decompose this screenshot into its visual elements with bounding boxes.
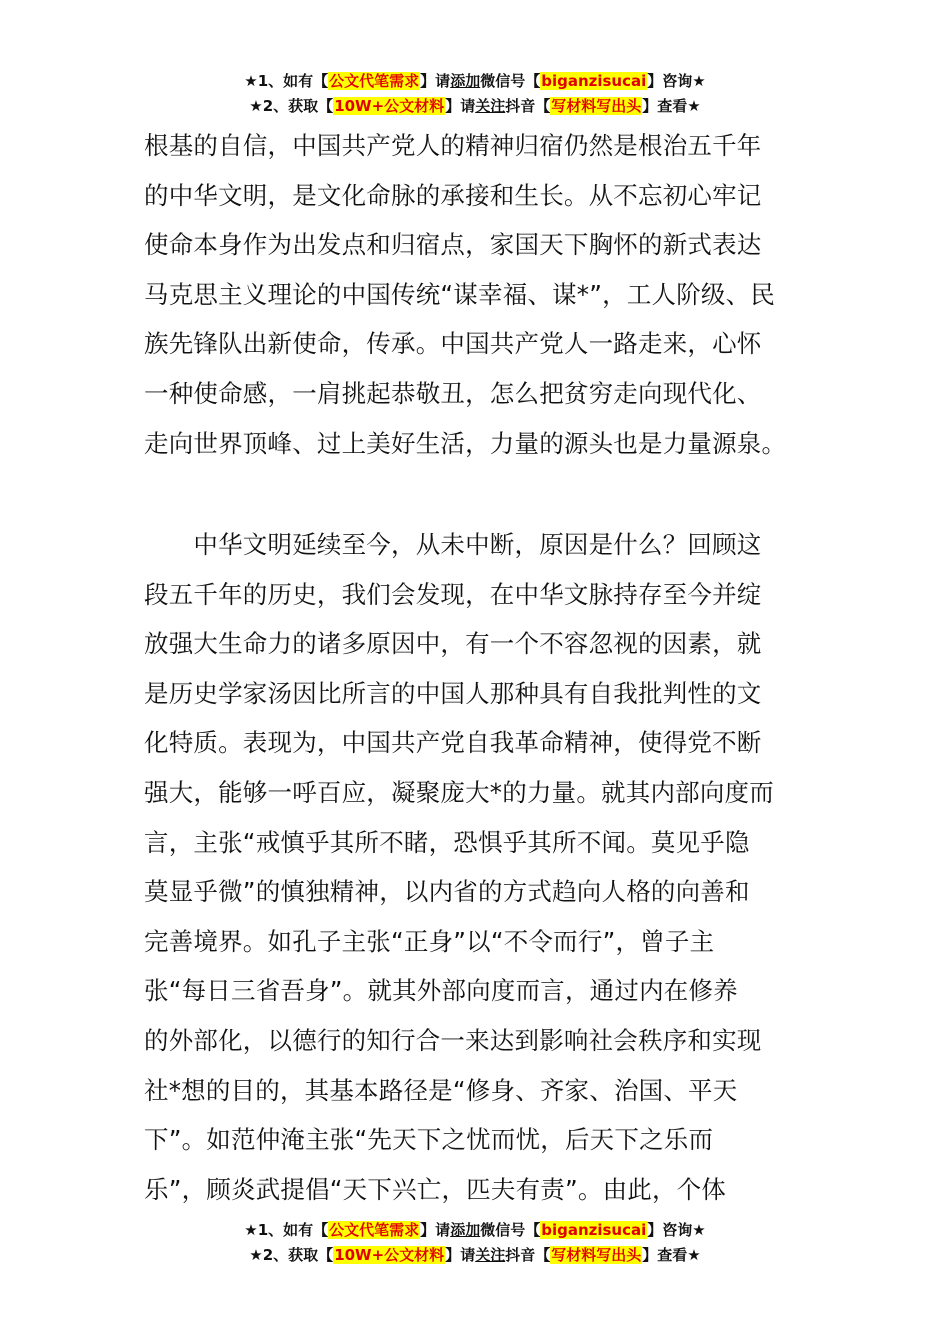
text-line: 马克思主义理论的中国传统“谋幸福、谋*”，工人阶级、民 [144,279,776,309]
banner-underlined-text: 关注 [475,1246,506,1264]
banner-text: 】查看★ [642,97,701,115]
banner-line-2 [0,94,950,119]
text-line: 的外部化，以德行的知行合一来达到影响社会秩序和实现 [144,1025,762,1055]
text-line: 一种使命感，一肩挑起恭敬丑，怎么把贫穷走向现代化、 [144,378,762,408]
banner-underlined-text: 添加 [450,1221,481,1239]
banner-underlined-text: 关注 [475,97,506,115]
banner-text: 】咨询★ [647,1221,706,1239]
text-line: 社*想的目的，其基本路径是“修身、齐家、治国、平天 [144,1075,738,1105]
banner-highlight: 写材料写出头 [551,97,642,115]
banner-underlined-text: 添加 [450,72,481,90]
banner-highlight: biganzisucai [541,1221,647,1239]
text-line: 乐”，顾炎武提倡“天下兴亡，匹夫有责”。由此，个体 [144,1174,727,1204]
paragraph-2 [144,520,808,1214]
banner-highlight: 写材料写出头 [551,1246,642,1264]
banner-text: 微信号【 [480,1221,541,1239]
banner-text: 】请 [420,1221,451,1239]
text-line: 莫显乎微”的慎独精神，以内省的方式趋向人格的向善和 [144,877,750,907]
text-line: 走向世界顶峰、过上美好生活，力量的源头也是力量源泉。 [144,428,787,458]
banner-line-1 [0,69,950,94]
banner-highlight: 10W+公文材料 [334,1246,445,1264]
banner-text: ★1、如有【 [244,72,329,90]
banner-text: 】咨询★ [647,72,706,90]
text-line: 段五千年的历史，我们会发现，在中华文脉持存至今并绽 [144,579,762,609]
text-line: 化特质。表现为，中国共产党自我革命精神，使得党不断 [144,728,762,758]
text-line: 言，主张“戒慎乎其所不睹，恐惧乎其所不闻。莫见乎隐 [144,827,750,857]
banner-text: 抖音【 [505,1246,551,1264]
text-line: 放强大生命力的诸多原因中，有一个不容忽视的因素，就 [144,629,762,659]
text-line: 完善境界。如孔子主张“正身”以“不令而行”，曾子主 [144,926,715,956]
text-line: 强大，能够一呼百应，凝聚庞大*的力量。就其内部向度而 [144,777,774,807]
banner-line-2 [0,1243,950,1268]
banner-text: ★2、获取【 [249,1246,334,1264]
banner-highlight: 公文代笔需求 [329,1221,420,1239]
text-line: 下”。如范仲淹主张“先天下之忧而忧，后天下之乐而 [144,1125,714,1155]
header-banner [0,69,950,119]
banner-text: ★1、如有【 [244,1221,329,1239]
text-line: 的中华文明，是文化命脉的承接和生长。从不忘初心牢记 [144,180,762,210]
banner-text: 】查看★ [642,1246,701,1264]
text-line: 是历史学家汤因比所言的中国人那种具有自我批判性的文 [144,678,762,708]
banner-text: 】请 [420,72,451,90]
banner-line-1 [0,1218,950,1243]
banner-text: 微信号【 [480,72,541,90]
paragraph-1 [144,121,808,468]
banner-text: 】请 [445,1246,476,1264]
banner-text: 】请 [445,97,476,115]
banner-highlight: 公文代笔需求 [329,72,420,90]
banner-text: 抖音【 [505,97,551,115]
text-line: 张“每日三省吾身”。就其外部向度而言，通过内在修养 [144,976,738,1006]
banner-text: ★2、获取【 [249,97,334,115]
banner-highlight: 10W+公文材料 [334,97,445,115]
footer-banner [0,1218,950,1268]
text-line: 使命本身作为出发点和归宿点，家国天下胸怀的新式表达 [144,230,762,260]
banner-highlight: biganzisucai [541,72,647,90]
text-line: 族先锋队出新使命，传承。中国共产党人一路走来，心怀 [144,329,762,359]
text-line: 中华文明延续至今，从未中断，原因是什么？回顾这 [144,530,762,559]
text-line: 根基的自信，中国共产党人的精神归宿仍然是根治五千年 [144,131,762,160]
